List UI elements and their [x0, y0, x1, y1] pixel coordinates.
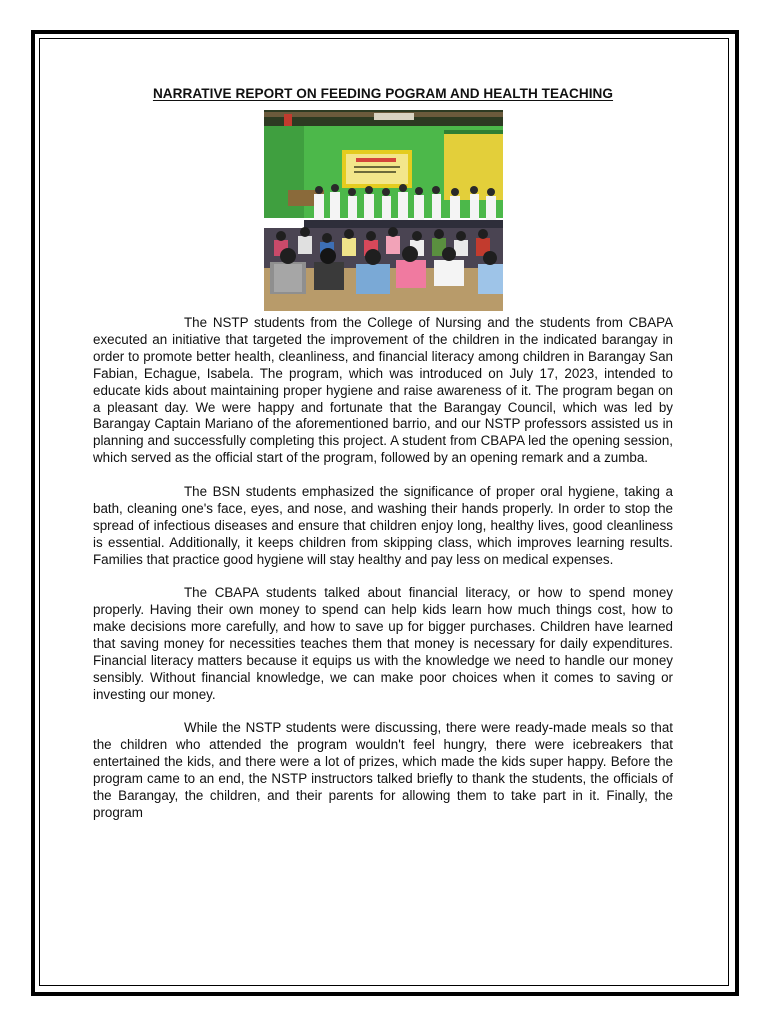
program-photo-image: [264, 110, 503, 311]
paragraph-2: The BSN students emphasized the significance of proper oral hygiene, taking a bath, cleaning one's face, eyes, and nose, and washing their hands properly. In order to stop the spread of infectious diseases and ensure that children enjoy long, healthy lives, good cleanliness is essential. Additionally, it keeps children from skipping class, which improves learning results. Families that practice good hygiene will stay healthy and pay less on medical expenses.: [93, 483, 673, 567]
paragraph-4: While the NSTP students were discussing, there were ready-made meals so that the children who attended the program wouldn't feel hungry, there were icebreakers that entertained the kids, and there were a lot of prizes, which made the kids super happy. Before the program came to an end, the NSTP instructors talked briefly to thank the students, the officials of the Barangay, the children, and their parents for allowing them to take part in it. Finally, the program: [93, 720, 673, 820]
document-title: NARRATIVE REPORT ON FEEDING POGRAM AND HEALTH TEACHING: [152, 86, 614, 101]
paragraph-1: The NSTP students from the College of Nursing and the students from CBAPA executed an initiative that targeted the improvement of the children in the indicated barangay in order to promote better health, cleanliness, and financial literacy among children in Barangay San Fabian, Echague, Isabela. The program, which was introduced on July 17, 2023, intended to educate kids about maintaining proper hygiene and raise awareness of it. The program began on a pleasant day. We were happy and fortunate that the Barangay Council, which was led by Barangay Captain Mariano of the aforementioned barrio, and our NSTP professors assisted us in planning and successfully completing this project. A student from CBAPA led the opening session, which served as the official start of the program, followed by an opening remark and a zumba.: [93, 315, 673, 466]
program-photo: [264, 110, 503, 311]
paragraph-3: The CBAPA students talked about financial literacy, or how to spend money properly. Having their own money to spend can help kids learn how much things cost, how to make decisions more carefully, and how to save up for bigger purchases. Children have learned that saving money for necessities teaches them that money is necessary for daily expenditures. Financial literacy matters because it equips us with the knowledge we need to handle our money sensibly. Without financial knowledge, we can make poor choices when it comes to saving or investing our money.: [93, 585, 673, 702]
document-body: [93, 86, 673, 839]
